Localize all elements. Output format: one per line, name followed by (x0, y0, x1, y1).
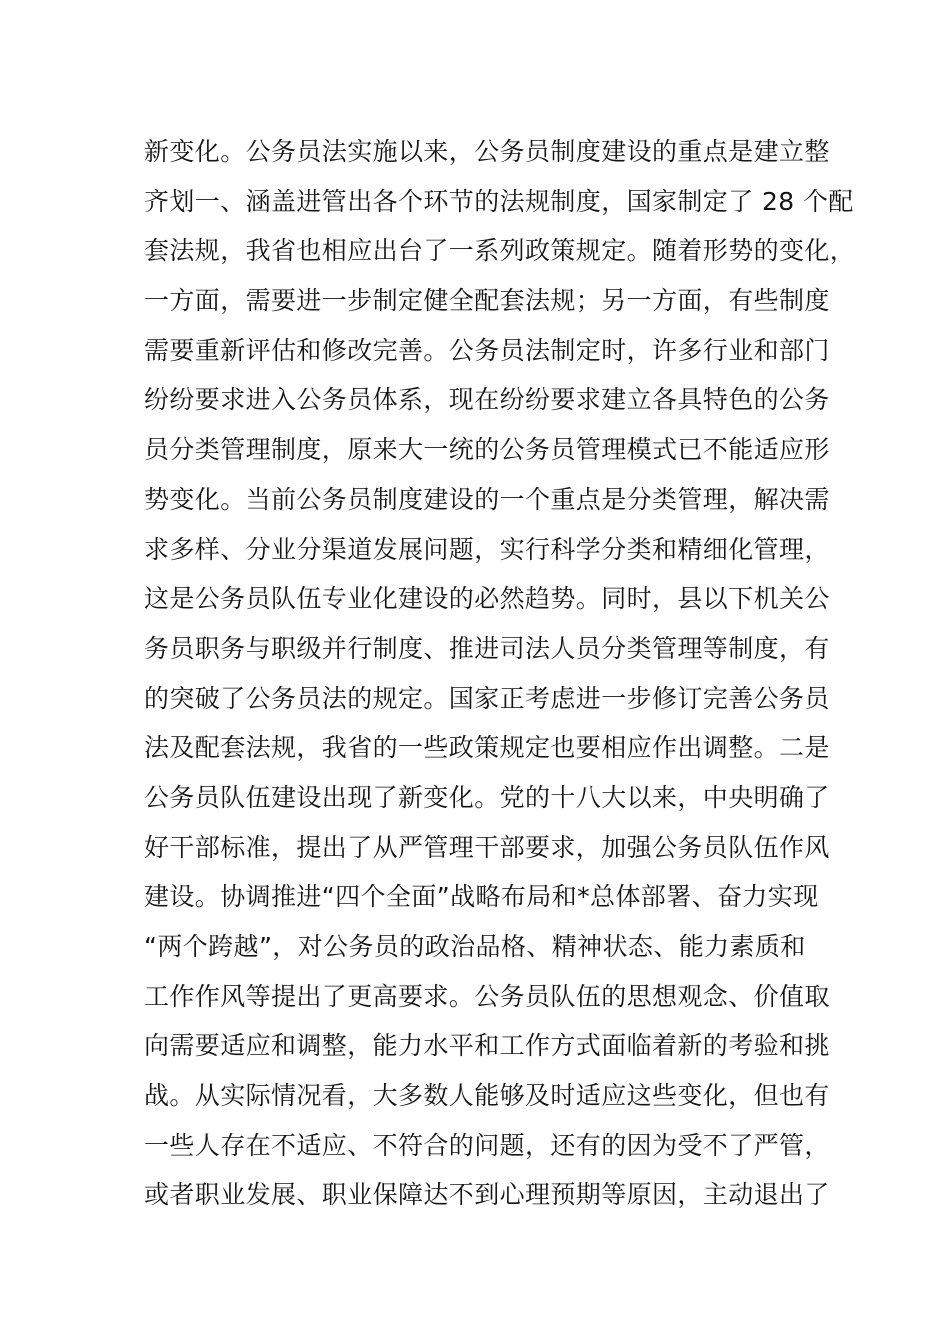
text-line-9: 求多样、分业分渠道发展问题，实行科学分类和精细化管理， (144, 534, 830, 564)
text-line-10: 这是公务员队伍专业化建设的必然趋势。同时，县以下机关公 (144, 584, 830, 614)
text-line-16: 建设。协调推进“四个全面”战略布局和*总体部署、奋力实现 (144, 882, 819, 912)
text-line-21: 一些人存在不适应、不符合的问题，还有的因为受不了严管， (144, 1130, 830, 1160)
text-line-14: 公务员队伍建设出现了新变化。党的十八大以来，中央明确了 (144, 782, 830, 812)
text-line-17: “两个跨越”，对公务员的政治品格、精神状态、能力素质和 (144, 932, 806, 961)
text-line-15: 好干部标准，提出了从严管理干部要求，加强公务员队伍作风 (144, 832, 830, 862)
body-text (144, 127, 856, 1220)
text-line-5: 需要重新评估和修改完善。公务员法制定时，许多行业和部门 (144, 335, 830, 365)
text-line-11: 务员职务与职级并行制度、推进司法人员分类管理等制度，有 (144, 633, 830, 663)
text-line-6: 纷纷要求进入公务员体系，现在纷纷要求建立各具特色的公务 (144, 385, 830, 415)
text-line-18: 工作作风等提出了更高要求。公务员队伍的思想观念、价值取 (144, 981, 830, 1011)
text-line-8: 势变化。当前公务员制度建设的一个重点是分类管理，解决需 (144, 484, 830, 514)
text-line-2: 齐划一、涵盖进管出各个环节的法规制度，国家制定了 28 个配 (144, 186, 854, 216)
text-line-22: 或者职业发展、职业保障达不到心理预期等原因，主动退出了 (144, 1180, 830, 1210)
text-line-13: 法及配套法规，我省的一些政策规定也要相应作出调整。二是 (144, 733, 830, 763)
text-line-1: 新变化。公务员法实施以来，公务员制度建设的重点是建立整 (144, 137, 830, 166)
text-line-4: 一方面，需要进一步制定健全配套法规；另一方面，有些制度 (144, 286, 830, 316)
text-line-19: 向需要适应和调整，能力水平和工作方式面临着新的考验和挑 (144, 1031, 830, 1061)
text-line-7: 员分类管理制度，原来大一统的公务员管理模式已不能适应形 (144, 435, 830, 465)
text-line-3: 套法规，我省也相应出台了一系列政策规定。随着形势的变化， (144, 236, 856, 266)
text-line-12: 的突破了公务员法的规定。国家正考虑进一步修订完善公务员 (144, 683, 830, 713)
text-line-20: 战。从实际情况看，大多数人能够及时适应这些变化，但也有 (144, 1081, 830, 1111)
